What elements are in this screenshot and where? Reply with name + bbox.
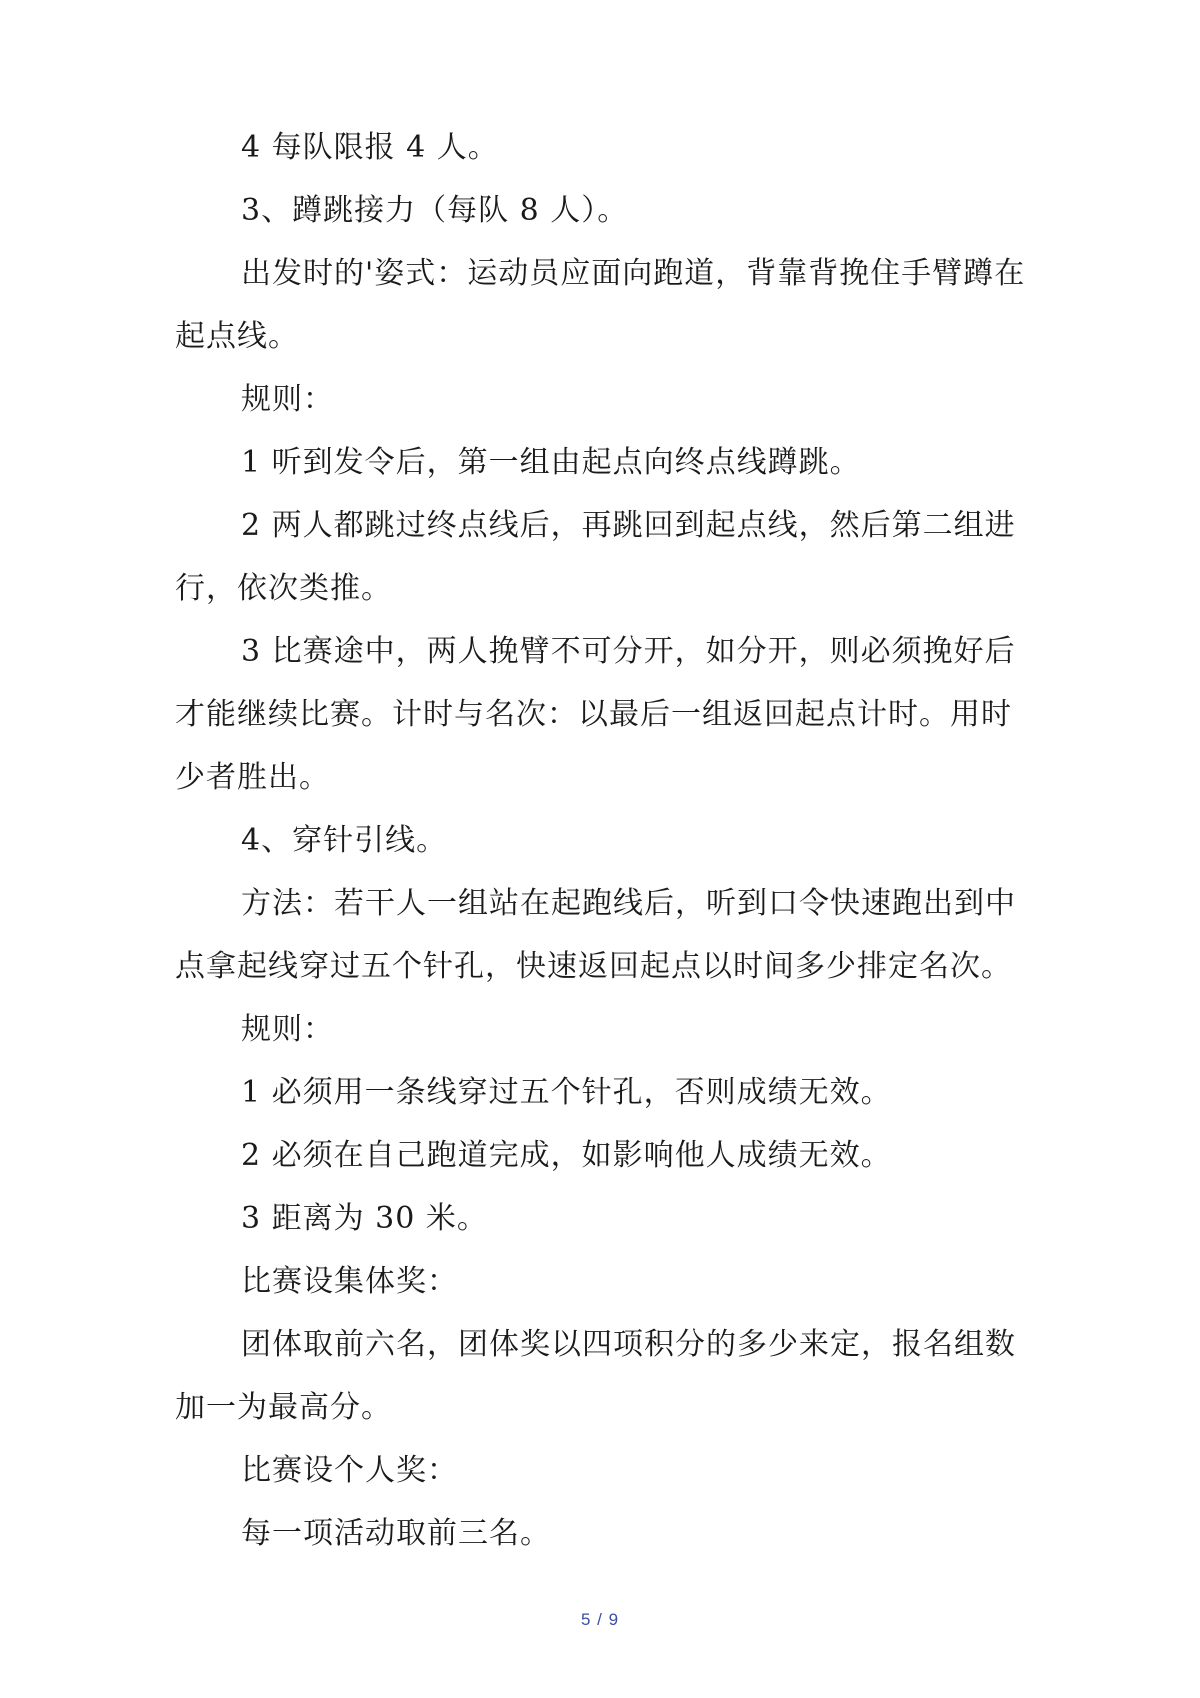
rules-label: 规则： [241,1012,334,1047]
rules-label: 规则： [241,382,334,417]
section-heading: 3、蹲跳接力（每队 8 人）。 [241,193,629,228]
rule-item: 1 必须用一条线穿过五个针孔，否则成绩无效。 [241,1075,892,1110]
page-number: 5 / 9 [580,1610,620,1629]
paragraph: 4 每队限报 4 人。 [241,130,499,165]
award-heading: 比赛设个人奖： [241,1453,458,1488]
rule-item: 3 比赛途中，两人挽臂不可分开，如分开，则必须挽好后才能继续比赛。计时与名次：以最后一组返回起点计时。用时少者胜出。 [175,634,1016,795]
paragraph: 出发时的'姿式：运动员应面向跑道，背靠背挽住手臂蹲在起点线。 [175,256,1026,354]
rule-item: 1 听到发令后，第一组由起点向终点线蹲跳。 [241,445,861,480]
rule-item: 2 必须在自己跑道完成，如影响他人成绩无效。 [241,1138,892,1173]
section-heading: 4、穿针引线。 [241,823,448,858]
rule-item: 3 距离为 30 米。 [241,1201,488,1236]
paragraph: 方法：若干人一组站在起跑线后，听到口令快速跑出到中点拿起线穿过五个针孔，快速返回起点以时间多少排定名次。 [175,886,1016,984]
document-body [175,116,1035,1565]
paragraph: 团体取前六名，团体奖以四项积分的多少来定，报名组数加一为最高分。 [175,1327,1016,1425]
rule-item: 2 两人都跳过终点线后，再跳回到起点线，然后第二组进行，依次类推。 [175,508,1016,606]
award-heading: 比赛设集体奖： [241,1264,458,1299]
paragraph: 每一项活动取前三名。 [241,1516,551,1551]
